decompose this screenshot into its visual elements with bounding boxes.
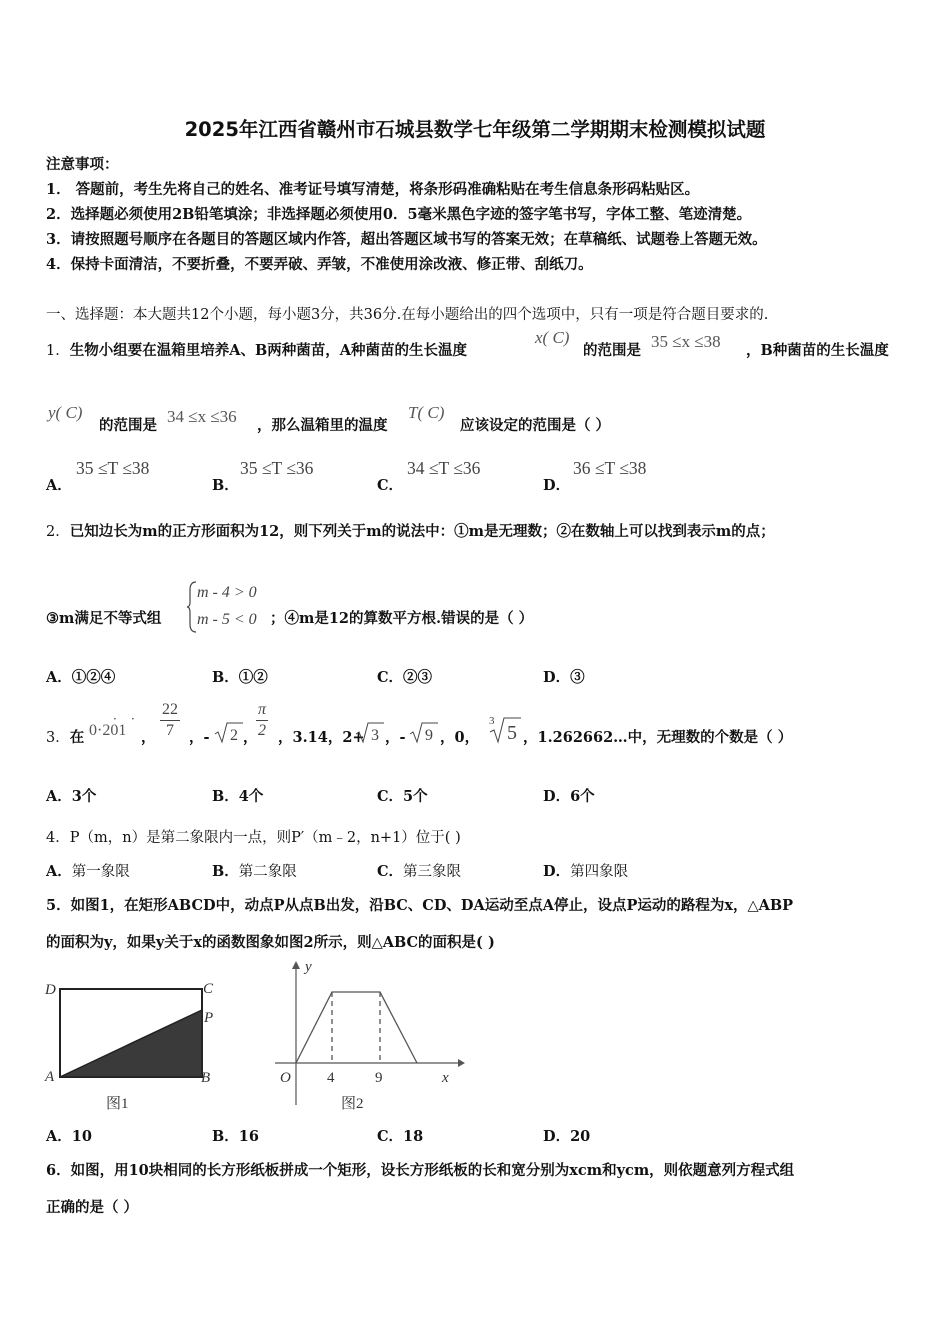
option-b-label: B． [212,477,239,494]
question-1-text: ，B种菌苗的生长温度 [746,342,889,359]
fraction-pi-2: $\frac{\pi}{2}$ [258,701,267,739]
label-d: D [45,982,56,998]
option-c: C．②③ [377,669,433,686]
notice-heading: 注意事项： [46,156,119,173]
label-a: A [45,1069,55,1085]
option-a: A．第一象限 [46,863,130,880]
option-c: C．5个 [377,788,428,805]
figure-1-caption: 图1 [106,1096,129,1112]
axis-x-label: x [442,1070,449,1086]
svg-text:5: 5 [507,722,517,744]
svg-text:2: 2 [230,727,238,744]
option-d: D．③ [543,669,585,686]
question-2-line-1: 2．已知边长为m的正方形面积为12，则下列关于m的说法中：①m是无理数；②在数轴上可以找到表示m的点； [46,523,775,540]
question-5-line-1: 5．如图1，在矩形ABCD中，动点P从点B出发，沿BC、CD、DA运动至点A停止，设点P运动的路程为x，△ABP [46,897,794,914]
svg-text:3: 3 [371,727,379,744]
cube-root-icon [487,712,523,746]
repeating-decimal: 0·201 [89,722,127,739]
question-6-line-1: 6．如图，用10块相同的长方形纸板拼成一个矩形，设长方形纸板的长和宽分别为xcm和ycm，则依题意列方程式组 [46,1162,795,1179]
origin-label: O [280,1070,291,1086]
inequality-1: m - 4 > 0 [197,584,257,601]
option-b-math: 35 ≤T ≤36 [240,458,314,478]
sqrt-icon [409,721,439,745]
repeat-dot-icon: · [131,712,135,726]
repeat-dot-icon: · [113,712,117,726]
sqrt-icon [355,721,385,745]
math-x-unit: x( C) [535,328,570,347]
option-c: C．18 [377,1128,424,1145]
axis-y-label: y [305,959,312,975]
option-c-math: 34 ≤T ≤36 [407,458,481,478]
option-b: B．4个 [212,788,264,805]
math-range-b: 34 ≤x ≤36 [167,407,237,426]
svg-text:9: 9 [425,727,433,744]
option-b: B．第二象限 [212,863,297,880]
option-d-label: D． [543,477,571,494]
option-a-label: A． [46,477,72,494]
question-1-text: 的范围是 [99,417,157,434]
svg-text:3: 3 [489,715,495,727]
question-1-text: ，那么温箱里的温度 [257,417,388,434]
option-a: A．10 [46,1128,92,1145]
question-1-line-1: 1．生物小组要在温箱里培养A、B两种菌苗，A种菌苗的生长温度 [46,342,467,359]
label-b: B [201,1070,211,1086]
question-1-text: 的范围是 [583,342,641,359]
option-a: A．3个 [46,788,97,805]
math-range-a: 35 ≤x ≤38 [651,332,721,351]
inequality-2: m - 5 < 0 [197,611,257,628]
math-y-unit: y( C) [48,403,83,422]
question-6-line-2: 正确的是（ ） [46,1199,139,1216]
tick-9: 9 [375,1070,383,1086]
option-a-math: 35 ≤T ≤38 [76,458,150,478]
option-d: D．6个 [543,788,595,805]
notice-item: 1． 答题前，考生先将自己的姓名、准考证号填写清楚，将条形码准确粘贴在考生信息条形码粘贴区。 [46,181,700,198]
option-a: A．①②④ [46,669,116,686]
option-c: C．第三象限 [377,863,462,880]
question-3-line: 3．在 [46,729,85,746]
option-c-label: C． [377,477,404,494]
option-b: B．①② [212,669,268,686]
math-t-unit: T( C) [408,403,445,422]
question-2-text: ；④m是12的算数平方根.错误的是（ ） [270,610,534,627]
notice-item: 3．请按照题号顺序在各题目的答题区域内作答，超出答题区域书写的答案无效；在草稿纸、试题卷上答题无效。 [46,231,767,248]
option-d: D．20 [543,1128,591,1145]
tick-4: 4 [327,1070,335,1086]
notice-item: 4．保持卡面清洁，不要折叠，不要弄破、弄皱，不准使用涂改液、修正带、刮纸刀。 [46,256,593,273]
label-c: C [203,981,214,997]
figure-2-caption: 图2 [341,1096,364,1112]
question-1-text: 应该设定的范围是（ ） [460,417,611,434]
question-5-line-2: 的面积为y，如果y关于x的函数图象如图2所示，则△ABC的面积是( ) [46,934,495,951]
figure-1-rectangle [40,975,230,1115]
label-p: P [204,1010,214,1026]
option-b: B．16 [212,1128,259,1145]
option-d: D．第四象限 [543,863,629,880]
question-number: 1． [46,343,70,359]
section-heading: 一、选择题：本大题共12个小题，每小题3分，共36分.在每小题给出的四个选项中，只有一项是符合题目要求的. [46,307,769,323]
sqrt-icon [214,721,244,745]
question-2-text: ③m满足不等式组 [46,610,162,627]
question-4-line: 4．P（m，n）是第二象限内一点，则P′（m﹣2，n+1）位于( ) [46,830,461,846]
page-title: 2025年江西省赣州市石城县数学七年级第二学期期末检测模拟试题 [184,118,766,141]
figure-2-graph [265,955,465,1115]
fraction-22-7: $\frac{22}{7}$ [162,701,178,739]
option-d-math: 36 ≤T ≤38 [573,458,647,478]
notice-item: 2．选择题必须使用2B铅笔填涂；非选择题必须使用0．5毫米黑色字迹的签字笔书写，字体工整、笔迹清楚。 [46,206,752,223]
